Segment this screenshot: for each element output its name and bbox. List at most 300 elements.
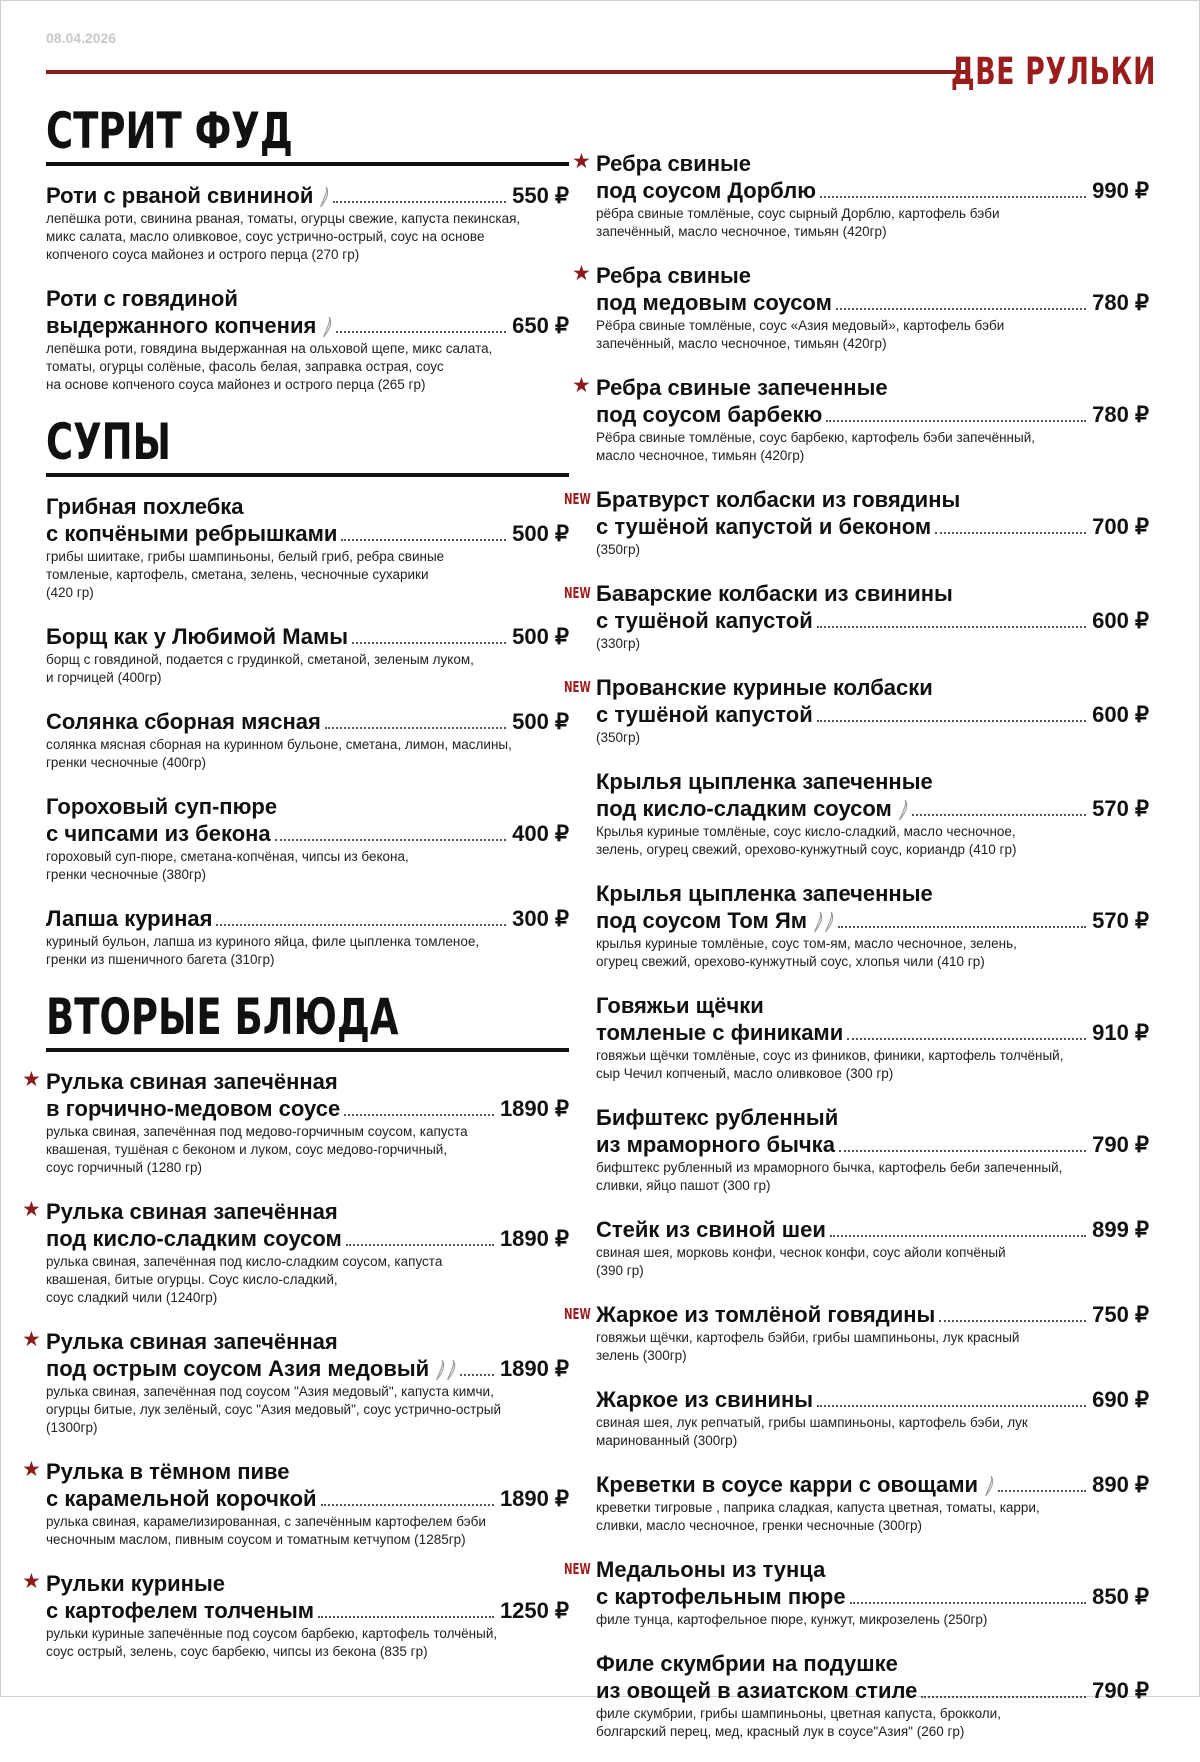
item-name-first-line: Ребра свиные <box>596 151 752 176</box>
item-name-text: с картофельным пюре <box>596 1584 846 1609</box>
description-line: борщ с говядиной, подается с грудинкой, сметаной, зеленым луком, <box>46 652 474 667</box>
dotted-leader <box>336 331 506 333</box>
chili-pepper-icon <box>898 799 908 821</box>
item-name-row <box>46 1355 569 1382</box>
item-name <box>596 513 931 540</box>
description-line: огурцы битые, лук зелёный, соус "Азия медовый", соус устрично-острый <box>46 1402 502 1417</box>
item-name-row <box>46 905 569 932</box>
item-price: 700 ₽ <box>1092 514 1149 539</box>
item-name <box>596 607 813 634</box>
item-name-row <box>46 708 569 735</box>
item-name <box>46 1485 317 1512</box>
new-badge: NEW <box>564 1305 591 1323</box>
dotted-leader <box>830 1235 1086 1237</box>
item-name <box>46 708 321 735</box>
menu-item <box>572 150 1149 241</box>
item-name <box>596 1677 917 1704</box>
item-name-text: томленые с финиками <box>596 1020 844 1045</box>
section-title: СУПЫ <box>46 413 171 471</box>
item-name <box>596 1386 813 1413</box>
item-name <box>46 1355 456 1382</box>
item-name-row <box>596 177 1149 204</box>
star-icon: ★ <box>22 1198 41 1221</box>
description-line: говяжьи щёчки томлёные, соус из фиников, финики, картофель толчёный, <box>596 1048 1064 1063</box>
item-description <box>596 429 1149 465</box>
dotted-leader <box>935 532 1086 534</box>
description-line: зелень, огурец свежий, орехово-кунжутный соус, кориандр (410 гр) <box>596 842 1017 857</box>
description-line: масло чесночное, тимьян (420гр) <box>596 448 805 463</box>
item-name-text: с чипсами из бекона <box>46 821 271 846</box>
description-line: рулька свиная, запечённая под соусом "Азия медовый", капуста кимчи, <box>46 1384 494 1399</box>
description-line: копченого соуса майонез и острого перца (270 гр) <box>46 247 360 262</box>
star-icon: ★ <box>22 1458 41 1481</box>
description-line: сливки, яйцо пашот (300 гр) <box>596 1178 771 1193</box>
item-name-row <box>596 1301 1149 1328</box>
item-name <box>596 907 834 934</box>
item-name-row <box>46 1095 569 1122</box>
item-name-row <box>596 1471 1149 1498</box>
item-name <box>596 401 822 428</box>
dotted-leader <box>275 839 507 841</box>
item-price: 650 ₽ <box>512 313 569 338</box>
chili-pepper-icon <box>322 316 332 338</box>
item-price: 500 ₽ <box>512 709 569 734</box>
menu-item <box>596 880 1149 971</box>
item-name-row <box>596 701 1149 728</box>
item-description <box>596 1499 1149 1535</box>
item-name-first-line: Рулька свиная запечённая <box>46 1069 338 1094</box>
item-name-row <box>46 623 569 650</box>
item-name-text: под соусом Том Ям <box>596 908 808 933</box>
item-name-row <box>596 1131 1149 1158</box>
item-description <box>46 651 569 687</box>
print-date: 08.04.2026 <box>46 30 117 46</box>
item-name <box>46 1095 340 1122</box>
description-line: филе скумбрии, грибы шампиньоны, цветная капуста, брокколи, <box>596 1706 1001 1721</box>
menu-item <box>596 1650 1149 1741</box>
item-name-first-line: Бифштекс рубленный <box>596 1105 839 1130</box>
item-name-row <box>46 1485 569 1512</box>
menu-item <box>22 1198 569 1307</box>
item-name-row <box>46 520 569 547</box>
description-line: соус сладкий чили (1240гр) <box>46 1290 218 1305</box>
description-line: (350гр) <box>596 542 640 557</box>
menu-item <box>46 285 569 394</box>
item-name <box>46 1597 314 1624</box>
item-name-row <box>46 820 569 847</box>
menu-item <box>564 1301 1149 1365</box>
item-price: 890 ₽ <box>1092 1472 1149 1497</box>
chili-pepper-icon <box>435 1359 445 1381</box>
menu-item <box>564 580 1149 653</box>
item-description <box>596 1159 1149 1195</box>
item-price: 910 ₽ <box>1092 1020 1149 1045</box>
star-icon: ★ <box>22 1068 41 1091</box>
new-badge: NEW <box>564 490 591 508</box>
item-name-text: под кисло-сладким соусом <box>46 1226 342 1251</box>
item-name-first-line: Медальоны из тунца <box>596 1557 826 1582</box>
menu-item <box>572 374 1149 465</box>
item-price: 1250 ₽ <box>499 1598 569 1623</box>
description-line: запечённый, масло чесночное, тимьян (420гр) <box>596 336 887 351</box>
description-line: гренки чесночные (380гр) <box>46 867 206 882</box>
menu-section <box>46 104 569 394</box>
item-price: 899 ₽ <box>1092 1217 1149 1242</box>
item-description <box>596 317 1149 353</box>
item-name-first-line: Братвурст колбаски из говядины <box>596 487 961 512</box>
description-line: (1300гр) <box>46 1420 98 1435</box>
description-line: квашеная, битые огурцы. Соус кисло-сладкий, <box>46 1272 338 1287</box>
new-badge: NEW <box>564 584 591 602</box>
item-name-text: с копчёными ребрышками <box>46 521 338 546</box>
item-name <box>596 1471 994 1498</box>
item-description <box>46 1123 569 1177</box>
item-description <box>596 1047 1149 1083</box>
description-line: рульки куриные запечённые под соусом барбекю, картофель толчёный, <box>46 1626 498 1641</box>
item-description <box>46 210 569 264</box>
chili-pepper-icon <box>446 1359 456 1381</box>
menu-item <box>564 1556 1149 1629</box>
item-name-row <box>596 1019 1149 1046</box>
new-badge: NEW <box>564 678 591 696</box>
menu-section <box>46 415 569 969</box>
description-line: гренки из пшеничного багета (310гр) <box>46 952 275 967</box>
item-name-text: выдержанного копчения <box>46 313 317 338</box>
item-price: 1890 ₽ <box>499 1356 569 1381</box>
item-name-text: Стейк из свиной шеи <box>596 1217 826 1242</box>
menu-item <box>22 1328 569 1437</box>
dotted-leader <box>912 814 1086 816</box>
item-name-row <box>596 513 1149 540</box>
menu-column-right <box>564 150 1149 1762</box>
item-name <box>46 1225 342 1252</box>
description-line: лепёшка роти, говядина выдержанная на ольховой щепе, микс салата, <box>46 341 493 356</box>
item-price: 600 ₽ <box>1092 702 1149 727</box>
item-description <box>46 1253 569 1307</box>
item-name <box>596 1019 843 1046</box>
item-name-text: в горчично-медовом соусе <box>46 1096 341 1121</box>
section-title: ВТОРЫЕ БЛЮДА <box>46 988 399 1046</box>
description-line: крылья куриные томлёные, соус том-ям, масло чесночное, зелень, <box>596 936 1017 951</box>
item-price: 570 ₽ <box>1092 796 1149 821</box>
description-line: болгарский перец, мед, красный лук в соусе"Азия" (260 гр) <box>596 1724 965 1739</box>
item-description <box>46 1383 569 1437</box>
menu-item <box>572 262 1149 353</box>
item-description <box>596 541 1149 559</box>
description-line: маринованный (300гр) <box>596 1433 738 1448</box>
star-icon: ★ <box>22 1328 41 1351</box>
item-price: 780 ₽ <box>1092 402 1149 427</box>
description-line: Рёбра свиные томлёные, соус «Азия медовый», картофель бэби <box>596 318 1005 333</box>
description-line: томаты, огурцы солёные, фасоль белая, заправка острая, соус <box>46 359 444 374</box>
item-name-text: Жаркое из томлёной говядины <box>596 1302 936 1327</box>
item-name <box>46 623 348 650</box>
dotted-leader <box>352 642 506 644</box>
dotted-leader <box>333 201 506 203</box>
item-name-row <box>46 312 569 339</box>
item-description <box>596 1611 1149 1629</box>
item-name <box>596 1301 935 1328</box>
dotted-leader <box>921 1696 1086 1698</box>
dotted-leader <box>344 1114 494 1116</box>
item-price: 500 ₽ <box>512 624 569 649</box>
description-line: гороховый суп-пюре, сметана-копчёная, чипсы из бекона, <box>46 849 409 864</box>
menu-item <box>46 623 569 687</box>
item-name-text: с картофелем толченым <box>46 1598 315 1623</box>
dotted-leader <box>838 926 1086 928</box>
description-line: (420 гр) <box>46 585 94 600</box>
description-line: рулька свиная, запечённая под медово-горчичным соусом, капуста <box>46 1124 468 1139</box>
item-description <box>596 635 1149 653</box>
description-line: чесночным маслом, пивным соусом и томатным кетчупом (1285гр) <box>46 1532 466 1547</box>
item-name-first-line: Гороховый суп-пюре <box>46 794 278 819</box>
item-name-first-line: Ребра свиные <box>596 263 752 288</box>
item-price: 550 ₽ <box>512 183 569 208</box>
item-name-row <box>596 1386 1149 1413</box>
menu-item <box>596 768 1149 859</box>
dotted-leader <box>939 1320 1086 1322</box>
item-name-text: Роти с рваной свининой <box>46 183 314 208</box>
item-name <box>596 1216 826 1243</box>
description-line: свиная шея, морковь конфи, чеснок конфи, соус айоли копчёный <box>596 1245 1006 1260</box>
item-description <box>596 935 1149 971</box>
item-description <box>596 1705 1149 1741</box>
description-line: на основе копченого соуса майонез и острого перца (265 гр) <box>46 377 426 392</box>
item-name-row <box>596 1583 1149 1610</box>
item-name-text: Лапша куриная <box>46 906 213 931</box>
dotted-leader <box>847 1038 1086 1040</box>
item-price: 300 ₽ <box>512 906 569 931</box>
item-name-text: под соусом барбекю <box>596 402 823 427</box>
dotted-leader <box>341 539 506 541</box>
item-name-text: из овощей в азиатском стиле <box>596 1678 918 1703</box>
menu-item <box>22 1458 569 1549</box>
item-name-first-line: Рулька свиная запечённая <box>46 1199 338 1224</box>
menu-item <box>596 1471 1149 1535</box>
star-icon: ★ <box>572 374 591 397</box>
menu-column-left <box>22 100 569 1682</box>
item-name <box>46 182 329 209</box>
item-name <box>46 820 271 847</box>
item-description <box>46 340 569 394</box>
dotted-leader <box>836 308 1086 310</box>
description-line: бифштекс рубленный из мраморного бычка, картофель беби запеченный, <box>596 1160 1063 1175</box>
dotted-leader <box>817 626 1086 628</box>
chili-pepper-icon <box>813 911 823 933</box>
item-name-row <box>46 1597 569 1624</box>
menu-item <box>46 793 569 884</box>
dotted-leader <box>826 420 1086 422</box>
item-name-row <box>596 1216 1149 1243</box>
item-name-first-line: Филе скумбрии на подушке <box>596 1651 898 1676</box>
description-line: говяжьи щёчки, картофель бэйби, грибы шампиньоны, лук красный <box>596 1330 1020 1345</box>
description-line: запечённый, масло чесночное, тимьян (420гр) <box>596 224 887 239</box>
dotted-leader <box>817 1405 1086 1407</box>
menu-item <box>596 1386 1149 1450</box>
dotted-leader <box>216 924 506 926</box>
item-name-first-line: Крылья цыпленка запеченные <box>596 769 933 794</box>
item-name-first-line: Роти с говядиной <box>46 286 238 311</box>
item-name <box>596 1131 835 1158</box>
menu-item <box>46 708 569 772</box>
description-line: рулька свиная, запечённая под кисло-сладким соусом, капуста <box>46 1254 443 1269</box>
description-line: солянка мясная сборная на куринном бульоне, сметана, лимон, маслины, <box>46 737 512 752</box>
dotted-leader <box>321 1504 494 1506</box>
item-name-text: Креветки в соусе карри с овощами <box>596 1472 979 1497</box>
item-name-first-line: Прованские куриные колбаски <box>596 675 933 700</box>
item-name-row <box>596 795 1149 822</box>
item-price: 1890 ₽ <box>499 1226 569 1251</box>
dotted-leader <box>346 1244 494 1246</box>
item-name-row <box>596 907 1149 934</box>
item-price: 690 ₽ <box>1092 1387 1149 1412</box>
dotted-leader <box>325 727 506 729</box>
description-line: и горчицей (400гр) <box>46 670 162 685</box>
item-description <box>46 736 569 772</box>
section-title: СТРИТ ФУД <box>46 102 293 160</box>
item-name-text: с тушёной капустой и беконом <box>596 514 932 539</box>
item-price: 750 ₽ <box>1092 1302 1149 1327</box>
item-name-row <box>596 1677 1149 1704</box>
item-name-row <box>596 289 1149 316</box>
item-price: 780 ₽ <box>1092 290 1149 315</box>
dotted-leader <box>817 720 1086 722</box>
description-line: Рёбра свиные томлёные, соус барбекю, картофель бэби запечённый, <box>596 430 1035 445</box>
chili-pepper-icon <box>319 186 329 208</box>
item-price: 400 ₽ <box>512 821 569 846</box>
item-name-text: с карамельной корочкой <box>46 1486 317 1511</box>
item-name-row <box>46 1225 569 1252</box>
description-line: рёбра свиные томлёные, соус сырный Дорблю, картофель бэби <box>596 206 1000 221</box>
item-name-first-line: Рулька свиная запечённая <box>46 1329 338 1354</box>
menu-item <box>22 1570 569 1661</box>
item-name <box>46 312 332 339</box>
item-price: 790 ₽ <box>1092 1132 1149 1157</box>
item-name <box>46 905 212 932</box>
description-line: огурец свежий, орехово-кунжутный соус, хлопья чили (410 гр) <box>596 954 985 969</box>
item-name <box>596 1583 846 1610</box>
item-name-text: с тушёной капустой <box>596 608 813 633</box>
dotted-leader <box>998 1490 1086 1492</box>
brand-logo: ДВЕ РУЛЬКИ <box>950 50 1156 93</box>
star-icon: ★ <box>572 262 591 285</box>
item-price: 850 ₽ <box>1092 1584 1149 1609</box>
menu-item <box>46 905 569 969</box>
item-name-first-line: Ребра свиные запеченные <box>596 375 888 400</box>
section-rule <box>46 1048 569 1052</box>
description-line: сливки, масло чесночное, гренки чесночные (300гр) <box>596 1518 923 1533</box>
description-line: филе тунца, картофельное пюре, кунжут, микрозелень (250гр) <box>596 1612 988 1627</box>
section-rule <box>46 473 569 477</box>
description-line: соус острый, зелень, соус барбекю, чипсы из бекона (835 гр) <box>46 1644 428 1659</box>
description-line: томленые, картофель, сметана, зелень, чесночные сухарики <box>46 567 429 582</box>
description-line: гренки чесночные (400гр) <box>46 755 206 770</box>
description-line: зелень (300гр) <box>596 1348 687 1363</box>
menu-item <box>46 493 569 602</box>
item-description <box>596 823 1149 859</box>
item-price: 990 ₽ <box>1092 178 1149 203</box>
star-icon: ★ <box>22 1570 41 1593</box>
section-rule <box>46 162 569 166</box>
description-line: сыр Чечил копченый, масло оливковое (300 гр) <box>596 1066 894 1081</box>
item-description <box>596 729 1149 747</box>
item-name-first-line: Крылья цыпленка запеченные <box>596 881 933 906</box>
item-name-text: под кисло-сладким соусом <box>596 796 892 821</box>
menu-item <box>22 1068 569 1177</box>
description-line: микс салата, масло оливковое, соус устрично-острый, соус на основе <box>46 229 485 244</box>
dotted-leader <box>820 196 1086 198</box>
item-name-text: из мраморного бычка <box>596 1132 835 1157</box>
header-rule <box>46 70 969 74</box>
item-price: 570 ₽ <box>1092 908 1149 933</box>
item-description <box>596 205 1149 241</box>
chili-pepper-icon <box>824 911 834 933</box>
description-line: грибы шиитаке, грибы шампиньоны, белый гриб, ребра свиные <box>46 549 445 564</box>
description-line: соус горчичный (1280 гр) <box>46 1160 202 1175</box>
item-name-row <box>596 607 1149 634</box>
menu-item <box>596 1104 1149 1195</box>
item-name-text: под острым соусом Азия медовый <box>46 1356 430 1381</box>
item-description <box>46 548 569 602</box>
item-price: 1890 ₽ <box>499 1486 569 1511</box>
item-name-text: с тушёной капустой <box>596 702 813 727</box>
item-price: 790 ₽ <box>1092 1678 1149 1703</box>
description-line: лепёшка роти, свинина рваная, томаты, огурцы свежие, капуста пекинская, <box>46 211 521 226</box>
item-name-first-line: Баварские колбаски из свинины <box>596 581 953 606</box>
description-line: квашеная, тушёная с беконом и луком, соус медово-горчичный, <box>46 1142 448 1157</box>
menu-item <box>564 674 1149 747</box>
item-name-first-line: Говяжьи щёчки <box>596 993 764 1018</box>
description-line: свиная шея, лук репчатый, грибы шампиньоны, картофель бэби, лук <box>596 1415 1028 1430</box>
item-name <box>596 795 908 822</box>
item-price: 500 ₽ <box>512 521 569 546</box>
description-line: креветки тигровые , паприка сладкая, капуста цветная, томаты, карри, <box>596 1500 1040 1515</box>
item-name-text: под медовым соусом <box>596 290 832 315</box>
item-description <box>46 848 569 884</box>
chili-pepper-icon <box>984 1475 994 1497</box>
item-description <box>596 1329 1149 1365</box>
menu-item <box>596 1216 1149 1280</box>
item-name-text: Солянка сборная мясная <box>46 709 321 734</box>
item-description <box>46 1625 569 1661</box>
menu-item <box>596 992 1149 1083</box>
item-description <box>46 1513 569 1549</box>
item-description <box>46 933 569 969</box>
description-line: (330гр) <box>596 636 640 651</box>
menu-item <box>46 182 569 264</box>
dotted-leader <box>460 1374 494 1376</box>
star-icon: ★ <box>572 150 591 173</box>
item-description <box>596 1244 1149 1280</box>
item-name-row <box>596 401 1149 428</box>
item-name-text: Жаркое из свинины <box>596 1387 814 1412</box>
item-name-text: Борщ как у Любимой Мамы <box>46 624 349 649</box>
item-description <box>596 1414 1149 1450</box>
description-line: Крылья куриные томлёные, соус кисло-сладкий, масло чесночное, <box>596 824 1016 839</box>
dotted-leader <box>318 1616 494 1618</box>
menu-section <box>22 988 569 1661</box>
description-line: куриный бульон, лапша из куриного яйца, филе цыпленка томленое, <box>46 934 480 949</box>
item-name-text: под соусом Дорблю <box>596 178 816 203</box>
item-price: 1890 ₽ <box>499 1096 569 1121</box>
item-name-first-line: Грибная похлебка <box>46 494 244 519</box>
dotted-leader <box>850 1602 1087 1604</box>
description-line: (350гр) <box>596 730 640 745</box>
item-name-first-line: Рульки куриные <box>46 1571 225 1596</box>
description-line: рулька свиная, карамелизированная, с запечённым картофелем бэби <box>46 1514 486 1529</box>
item-name <box>596 177 816 204</box>
item-name <box>596 289 832 316</box>
